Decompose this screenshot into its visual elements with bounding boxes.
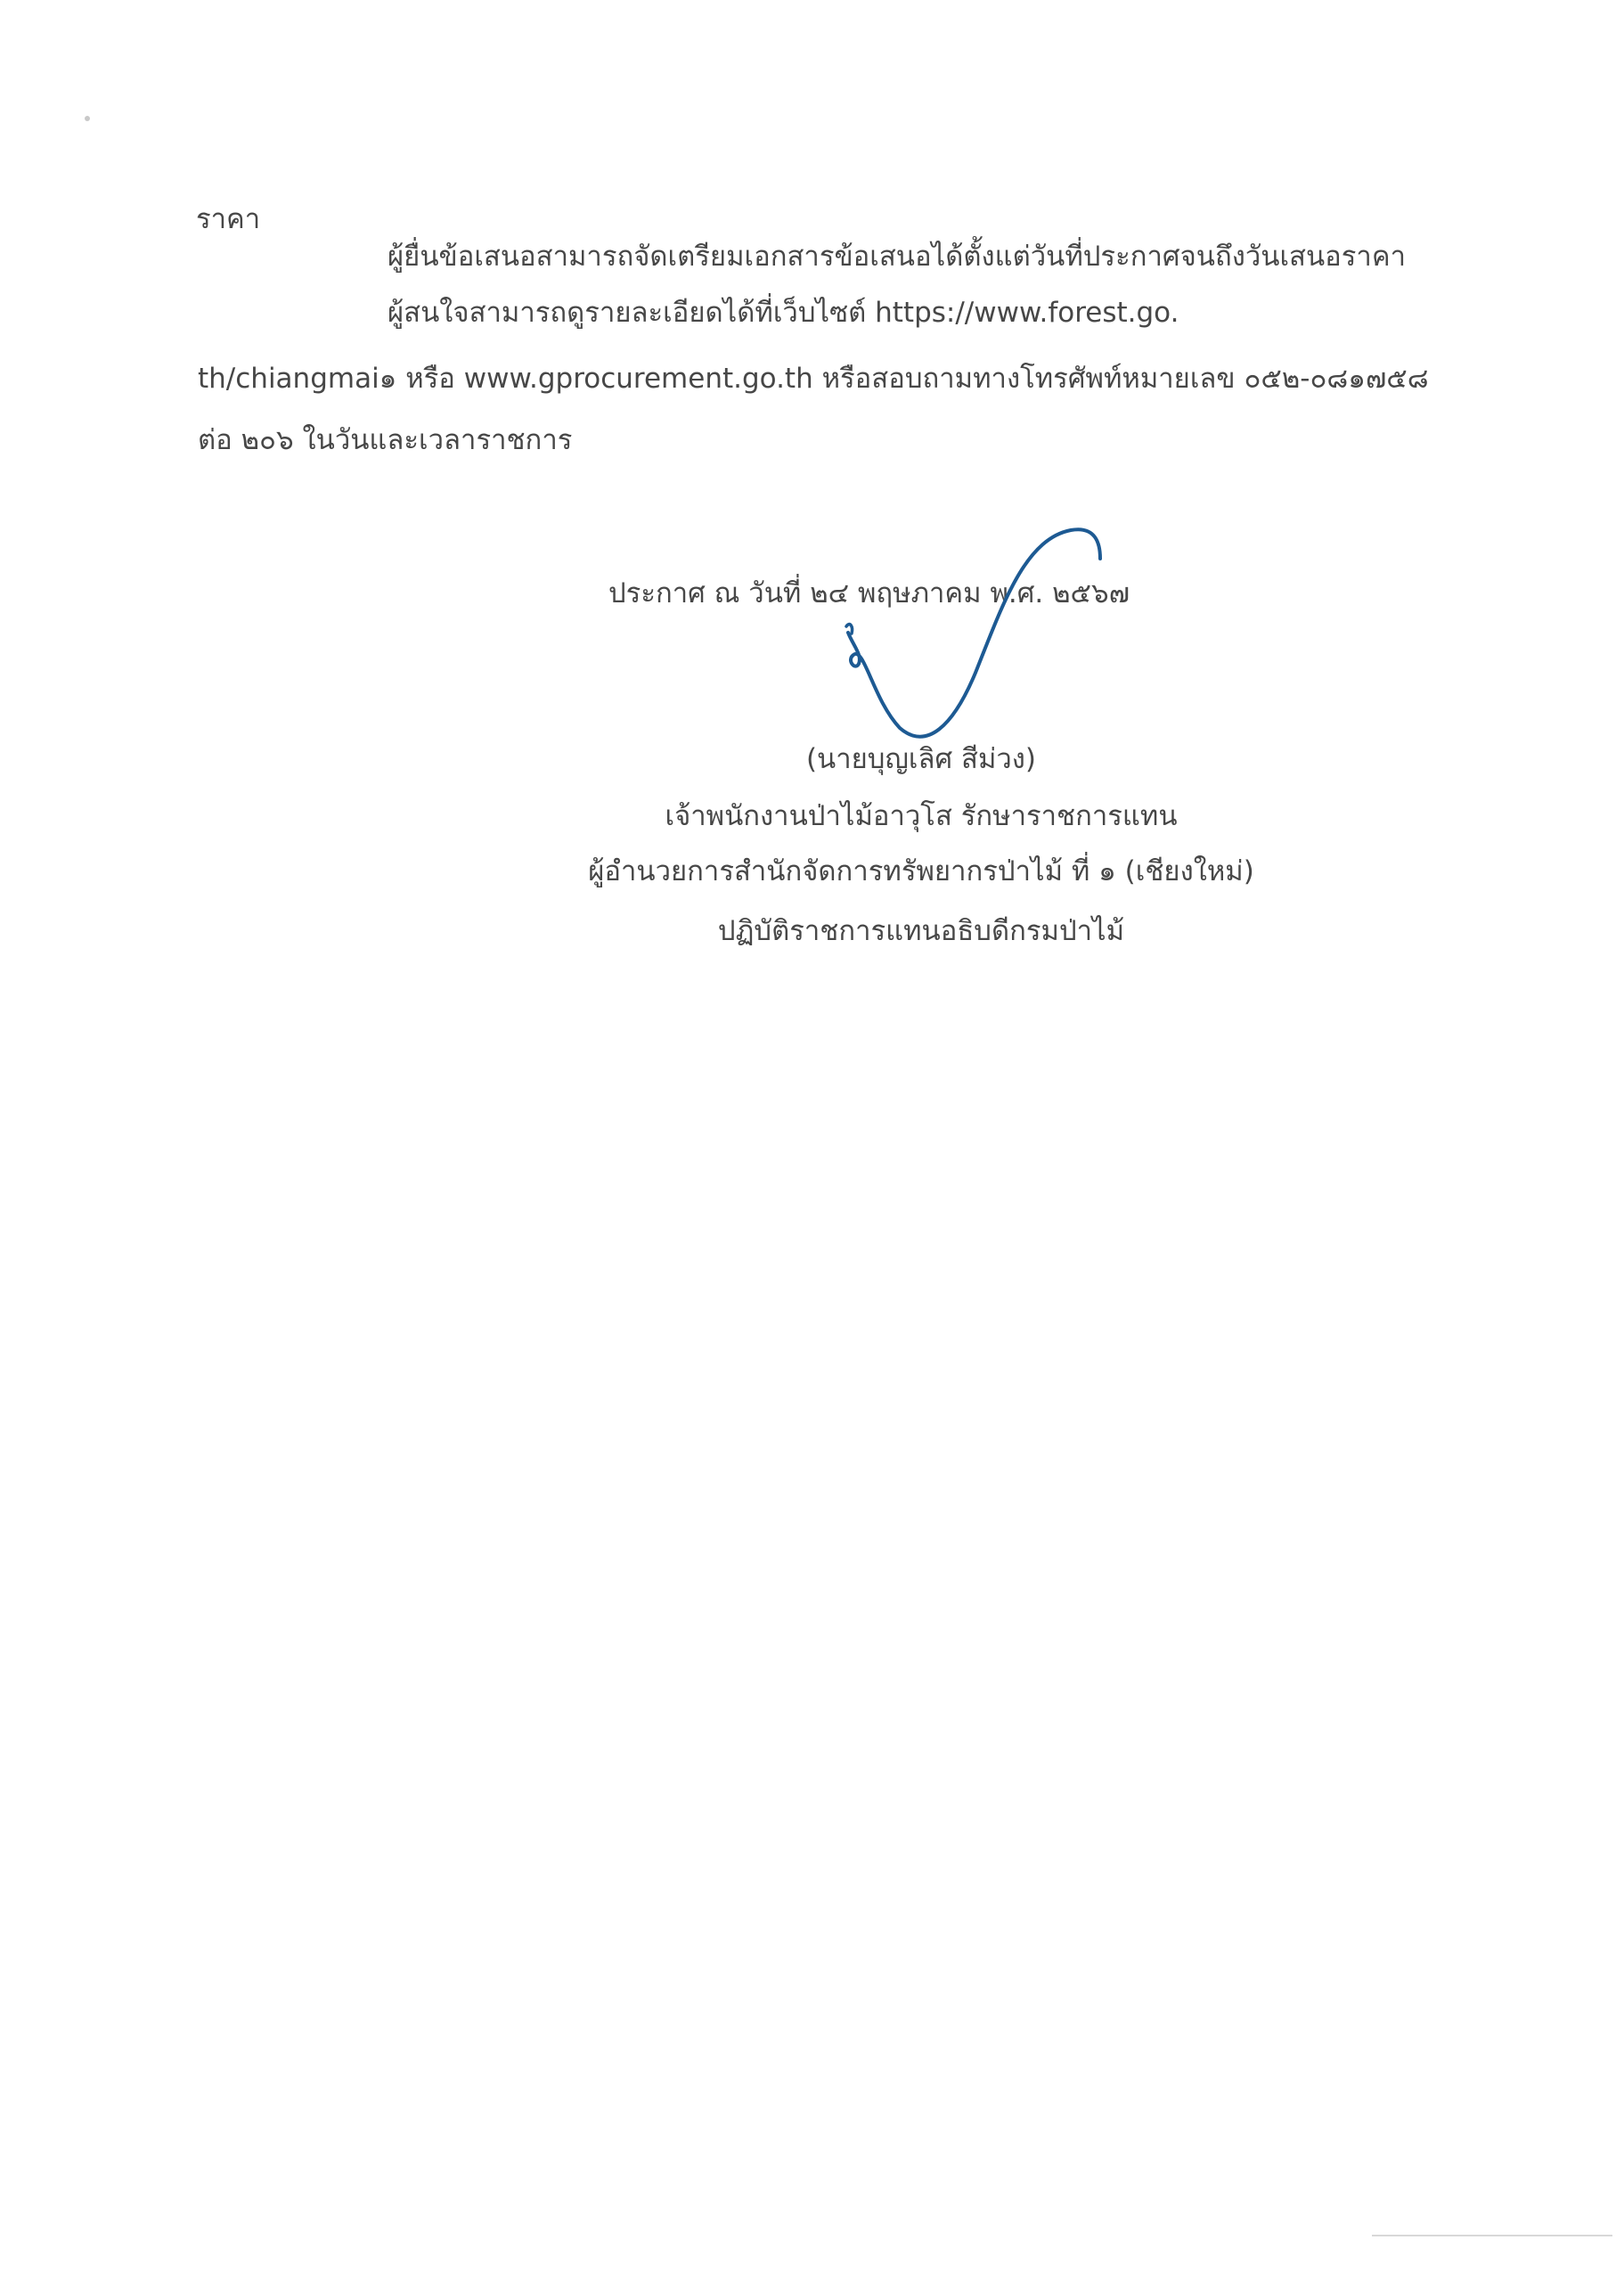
signatory-position-3: ปฏิบัติราชการแทนอธิบดีกรมป่าไม้ bbox=[717, 915, 1125, 947]
scan-edge-line bbox=[1372, 2235, 1612, 2236]
announcement-date: ประกาศ ณ วันที่ ๒๔ พฤษภาคม พ.ศ. ๒๕๖๗ bbox=[608, 577, 1130, 609]
signatory-name: (นายบุญเลิศ สีม่วง) bbox=[805, 743, 1037, 775]
signatory-position-2: ผู้อำนวยการสำนักจัดการทรัพยากรป่าไม้ ที่ ๑ (เชียงใหม่) bbox=[588, 855, 1254, 887]
text-line-5: ต่อ ๒๐๖ ในวันและเวลาราชการ bbox=[198, 424, 573, 456]
text-line-2: ผู้ยื่นข้อเสนอสามารถจัดเตรียมเอกสารข้อเสนอได้ตั้งแต่วันที่ประกาศจนถึงวันเสนอราคา bbox=[388, 241, 1406, 273]
text-line-4: th/chiangmai๑ หรือ www.gprocurement.go.th หรือสอบถามทางโทรศัพท์หมายเลข ๐๕๒-๐๘๑๗๕๘ bbox=[198, 363, 1429, 395]
scan-speck bbox=[85, 116, 90, 121]
text-line-1: ราคา bbox=[196, 203, 261, 235]
text-line-3: ผู้สนใจสามารถดูรายละเอียดได้ที่เว็บไซต์ https://www.forest.go. bbox=[388, 297, 1179, 329]
signature-mark bbox=[828, 521, 1122, 753]
signatory-position-1: เจ้าพนักงานป่าไม้อาวุโส รักษาราชการแทน bbox=[665, 800, 1178, 832]
